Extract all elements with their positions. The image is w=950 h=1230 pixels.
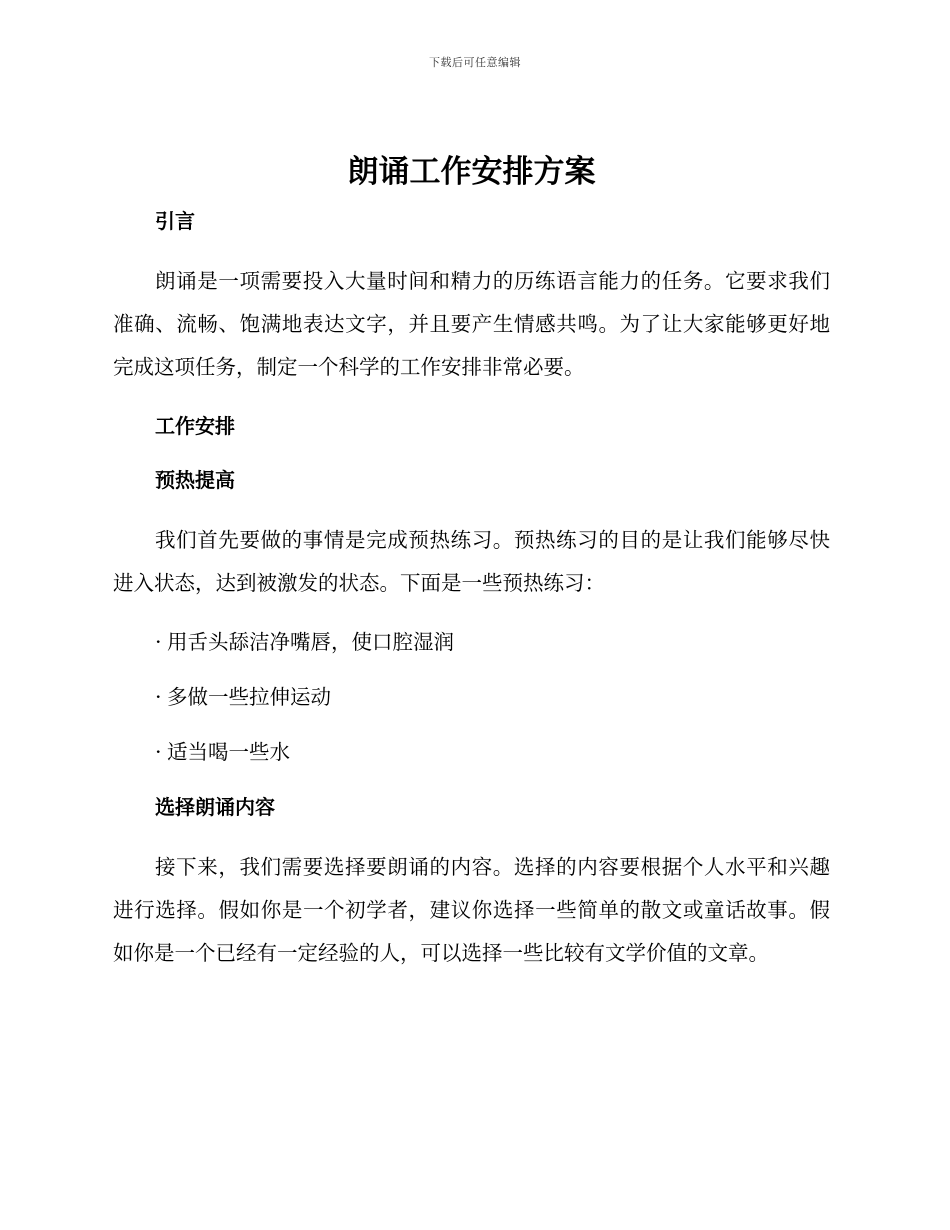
bullet-icon: · <box>155 685 162 709</box>
warmup-paragraph: 我们首先要做的事情是完成预热练习。预热练习的目的是让我们能够尽快进入状态，达到被激发的状态。下面是一些预热练习： <box>113 528 830 595</box>
warmup-heading: 预热提高 <box>155 468 235 492</box>
bullet-icon: · <box>155 630 162 654</box>
header-note: 下载后可任意编辑 <box>429 56 521 69</box>
list-item-text: 多做一些拉伸运动 <box>167 685 331 709</box>
document-title: 朗诵工作安排方案 <box>347 154 596 190</box>
list-item <box>113 737 830 767</box>
list-item-text: 适当喝一些水 <box>167 740 290 764</box>
list-item <box>113 627 830 657</box>
intro-heading: 引言 <box>155 209 195 233</box>
content-selection-paragraph: 接下来，我们需要选择要朗诵的内容。选择的内容要根据个人水平和兴趣进行选择。假如你是一个初学者，建议你选择一些简单的散文或童话故事。假如你是一个已经有一定经验的人，可以选择一些比较有文学价值的文章。 <box>113 855 830 965</box>
intro-paragraph: 朗诵是一项需要投入大量时间和精力的历练语言能力的任务。它要求我们准确、流畅、饱满地表达文字，并且要产生情感共鸣。为了让大家能够更好地完成这项任务，制定一个科学的工作安排非常必要。 <box>113 269 830 379</box>
document-body <box>113 148 830 987</box>
list-item <box>113 682 830 712</box>
work-arrangement-heading: 工作安排 <box>155 414 235 438</box>
list-item-text: 用舌头舔洁净嘴唇，使口腔湿润 <box>167 630 454 654</box>
content-selection-heading: 选择朗诵内容 <box>155 795 275 819</box>
bullet-icon: · <box>155 740 162 764</box>
